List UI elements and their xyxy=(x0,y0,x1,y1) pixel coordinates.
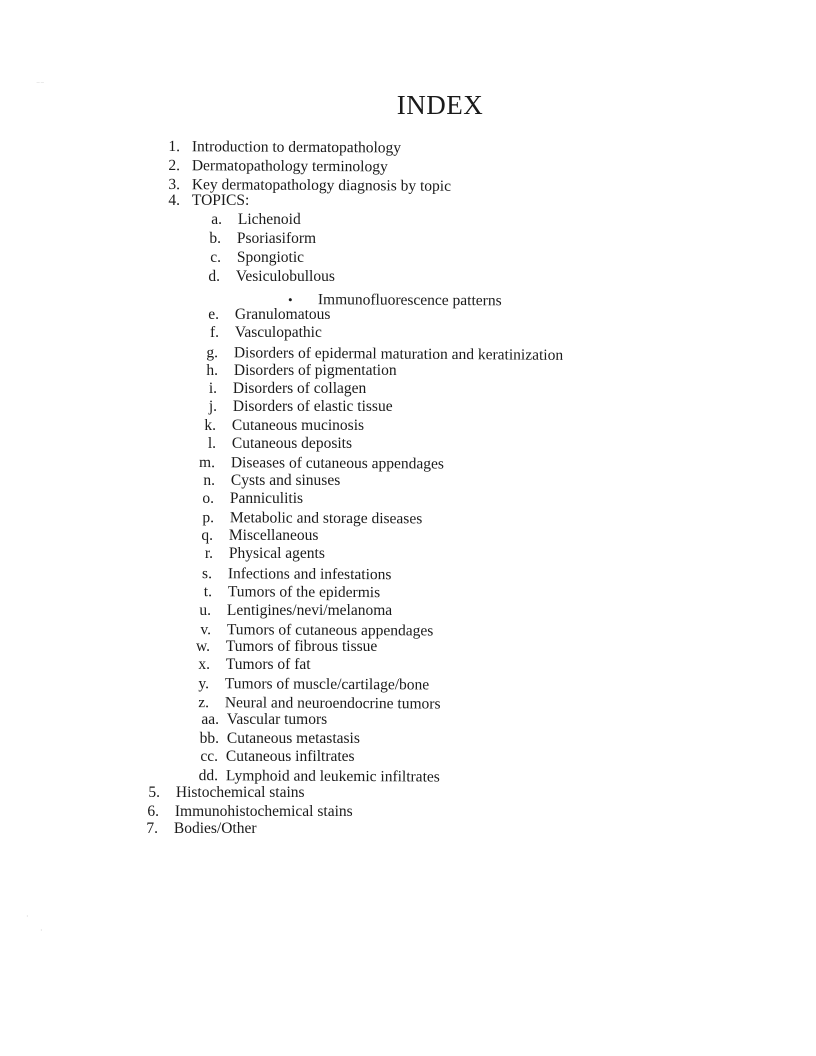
item-number: 4. xyxy=(168,192,180,209)
topic-item xyxy=(186,711,327,729)
topic-item xyxy=(190,583,380,602)
item-text: Lentigines/nevi/melanoma xyxy=(226,602,393,619)
item-text: Infections and infestations xyxy=(227,565,392,584)
item-letter: f. xyxy=(209,324,219,341)
topic-item xyxy=(192,509,422,528)
item-text: Immunohistochemical stains xyxy=(174,803,353,820)
item-text: Cutaneous deposits xyxy=(231,435,352,452)
topic-item xyxy=(192,490,303,508)
item-letter: j. xyxy=(208,398,217,415)
topic-item xyxy=(196,362,397,380)
item-text: Disorders of pigmentation xyxy=(233,362,397,379)
item-letter: q. xyxy=(201,527,213,544)
item-number: 1. xyxy=(168,138,181,156)
item-letter: l. xyxy=(207,435,216,452)
item-letter: p. xyxy=(202,509,215,527)
topic-item xyxy=(190,565,392,584)
item-number: 7. xyxy=(146,820,158,837)
item-text: Cutaneous infiltrates xyxy=(225,748,355,765)
list-item xyxy=(160,157,388,176)
item-text: Vesiculobullous xyxy=(235,268,335,285)
list-item xyxy=(160,138,401,157)
topic-item xyxy=(185,748,355,766)
topic-item xyxy=(187,675,429,694)
topic-item xyxy=(186,730,360,748)
item-letter: d. xyxy=(208,268,220,285)
item-number: 3. xyxy=(168,176,181,194)
item-letter: s. xyxy=(202,565,213,583)
item-text: Tumors of the epidermis xyxy=(227,583,381,602)
item-letter: cc. xyxy=(200,748,218,765)
topic-item xyxy=(188,638,377,656)
item-text: Cysts and sinuses xyxy=(230,472,341,489)
item-text: Panniculitis xyxy=(229,490,304,507)
topic-item xyxy=(199,249,304,267)
scan-speck: · xyxy=(40,926,43,935)
item-letter: y. xyxy=(198,675,210,693)
item-letter: x. xyxy=(198,656,210,673)
topic-item xyxy=(195,398,393,416)
item-letter: h. xyxy=(206,362,218,379)
topic-item xyxy=(188,656,311,674)
item-text: Key dermatopathology diagnosis by topic xyxy=(191,176,452,195)
item-text: Lichenoid xyxy=(237,211,301,228)
item-text: Dermatopathology terminology xyxy=(191,157,388,176)
item-number: 2. xyxy=(168,157,181,175)
item-number: 5. xyxy=(148,784,160,801)
list-item xyxy=(142,784,305,802)
topic-item xyxy=(193,454,444,474)
item-letter: aa. xyxy=(201,711,219,728)
item-letter: m. xyxy=(199,454,216,472)
item-letter: w. xyxy=(195,638,210,655)
item-letter: v. xyxy=(200,621,212,639)
item-text: Spongiotic xyxy=(236,249,305,266)
topic-item xyxy=(191,527,318,545)
item-text: Vascular tumors xyxy=(226,711,328,728)
item-text: Granulomatous xyxy=(234,306,331,323)
item-text: Bodies/Other xyxy=(173,820,257,837)
topic-item xyxy=(197,324,322,342)
item-letter: o. xyxy=(202,490,214,507)
item-text: Miscellaneous xyxy=(228,527,319,544)
item-text: Immunofluorescence patterns xyxy=(317,291,502,310)
item-letter: g. xyxy=(206,344,219,362)
item-text: Physical agents xyxy=(228,545,325,562)
item-letter: c. xyxy=(210,249,221,266)
item-text: Cutaneous mucinosis xyxy=(231,417,365,434)
list-item xyxy=(140,820,257,838)
scan-speck: ⁻⁻ xyxy=(36,80,45,89)
topic-item xyxy=(194,417,364,435)
scan-speck: · xyxy=(26,912,29,921)
topic-item xyxy=(193,472,340,490)
item-text: Metabolic and storage diseases xyxy=(229,509,423,528)
item-letter: e. xyxy=(208,306,219,323)
page-title: INDEX xyxy=(396,90,484,120)
item-letter: bb. xyxy=(199,730,219,747)
topic-item xyxy=(189,602,392,620)
bullet-icon: • xyxy=(287,292,293,308)
item-letter: u. xyxy=(199,602,211,619)
item-text: Histochemical stains xyxy=(175,784,305,801)
item-letter: b. xyxy=(209,230,221,247)
item-letter: dd. xyxy=(198,767,219,785)
topic-item xyxy=(200,211,301,229)
item-text: Tumors of muscle/cartilage/bone xyxy=(224,675,430,694)
list-item xyxy=(160,192,249,210)
item-text: Tumors of cutaneous appendages xyxy=(226,621,434,640)
topic-item xyxy=(191,545,325,563)
item-letter: z. xyxy=(198,694,210,712)
item-text: Lymphoid and leukemic infiltrates xyxy=(225,767,440,786)
item-number: 6. xyxy=(147,803,159,820)
item-text: Diseases of cutaneous appendages xyxy=(230,454,444,473)
item-letter: i. xyxy=(208,380,217,397)
item-text: Neural and neuroendocrine tumors xyxy=(224,694,441,713)
item-letter: a. xyxy=(211,211,222,228)
topic-item xyxy=(198,268,335,286)
item-text: Vasculopathic xyxy=(234,324,322,341)
item-text: Disorders of collagen xyxy=(232,380,367,397)
item-text: Introduction to dermatopathology xyxy=(191,138,402,157)
item-letter: r. xyxy=(204,545,213,562)
item-letter: t. xyxy=(203,583,213,601)
topic-item xyxy=(199,230,316,248)
item-text: Tumors of fibrous tissue xyxy=(225,638,378,655)
item-text: Cutaneous metastasis xyxy=(226,730,360,747)
item-text: Disorders of elastic tissue xyxy=(232,398,393,415)
item-letter: k. xyxy=(204,417,216,434)
item-letter: n. xyxy=(203,472,215,489)
item-text: Tumors of fat xyxy=(225,656,311,673)
list-item xyxy=(141,803,353,821)
item-text: TOPICS: xyxy=(191,192,250,209)
topic-item xyxy=(194,435,352,453)
item-text: Disorders of epidermal maturation and keratinization xyxy=(233,344,564,364)
item-text: Psoriasiform xyxy=(236,230,317,247)
topic-item xyxy=(197,306,330,324)
topic-item xyxy=(195,380,366,398)
